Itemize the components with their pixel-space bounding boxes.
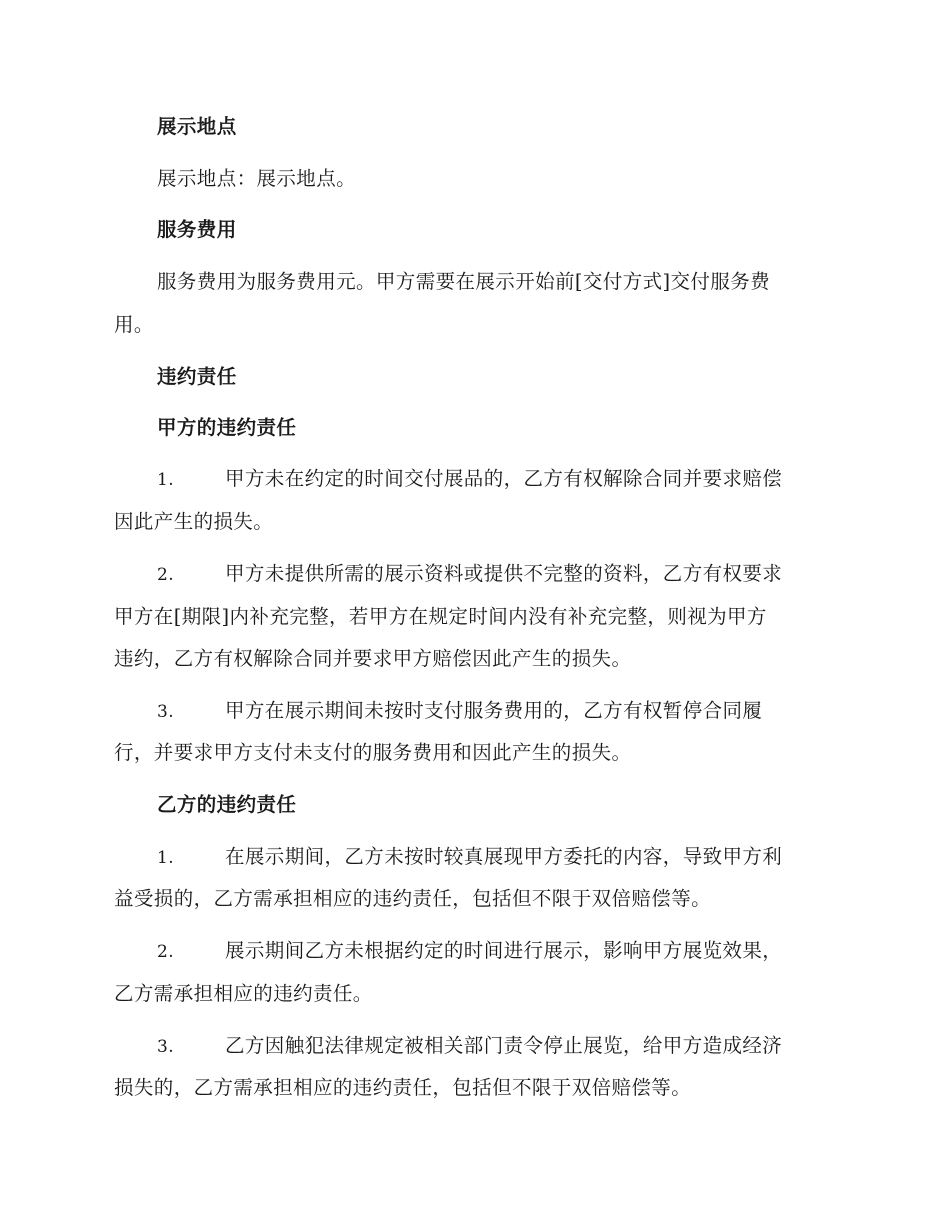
item-number: 1. [157,470,175,490]
party-a-item-2-line-2: 甲方在[期限]内补充完整，若甲方在规定时间内没有补充完整，则视为甲方 [114,605,767,628]
section-heading-location: 展示地点 [157,115,237,138]
item-text: 甲方在展示期间未按时支付服务费用的，乙方有权暂停合同履 [225,699,763,722]
section-heading-fee: 服务费用 [157,218,237,241]
item-text: 乙方因触犯法律规定被相关部门责令停止展览，给甲方造成经济 [225,1034,783,1057]
party-a-item-3-line-2: 行，并要求甲方支付未支付的服务费用和因此产生的损失。 [114,741,632,764]
party-b-item-3-line-2: 损失的，乙方需承担相应的违约责任，包括但不限于双倍赔偿等。 [114,1076,692,1099]
fee-paragraph-line-1: 服务费用为服务费用元。甲方需要在展示开始前[交付方式]交付服务费 [157,270,771,293]
party-b-item-1-line-2: 益受损的，乙方需承担相应的违约责任，包括但不限于双倍赔偿等。 [114,887,712,910]
party-b-item-2-line-1 [157,939,834,964]
item-text: 展示期间乙方未根据约定的时间进行展示，影响甲方展览效果， [225,939,783,962]
section-heading-party-b: 乙方的违约责任 [157,793,297,816]
item-text: 在展示期间，乙方未按时较真展现甲方委托的内容，导致甲方利 [225,845,783,868]
party-a-item-2-line-3: 违约，乙方有权解除合同并要求甲方赔偿因此产生的损失。 [114,647,632,670]
party-a-item-1-line-2: 因此产生的损失。 [114,510,274,533]
party-b-item-3-line-1 [157,1034,834,1059]
item-number: 1. [157,848,175,868]
item-number: 3. [157,1037,175,1057]
item-text: 甲方未在约定的时间交付展品的，乙方有权解除合同并要求赔偿 [225,467,783,490]
party-a-item-1-line-1 [157,467,834,492]
item-number: 2. [157,565,175,585]
party-b-item-2-line-2: 乙方需承担相应的违约责任。 [114,982,373,1005]
section-heading-party-a: 甲方的违约责任 [157,416,297,439]
item-number: 3. [157,702,175,722]
location-paragraph: 展示地点：展示地点。 [157,167,357,190]
party-a-item-2-line-1 [157,562,834,587]
party-b-item-1-line-1 [157,845,834,870]
section-heading-breach: 违约责任 [157,365,237,388]
item-text: 甲方未提供所需的展示资料或提供不完整的资料，乙方有权要求 [225,562,783,585]
party-a-item-3-line-1 [157,699,834,724]
item-number: 2. [157,942,175,962]
fee-paragraph-line-2: 用。 [114,313,154,336]
